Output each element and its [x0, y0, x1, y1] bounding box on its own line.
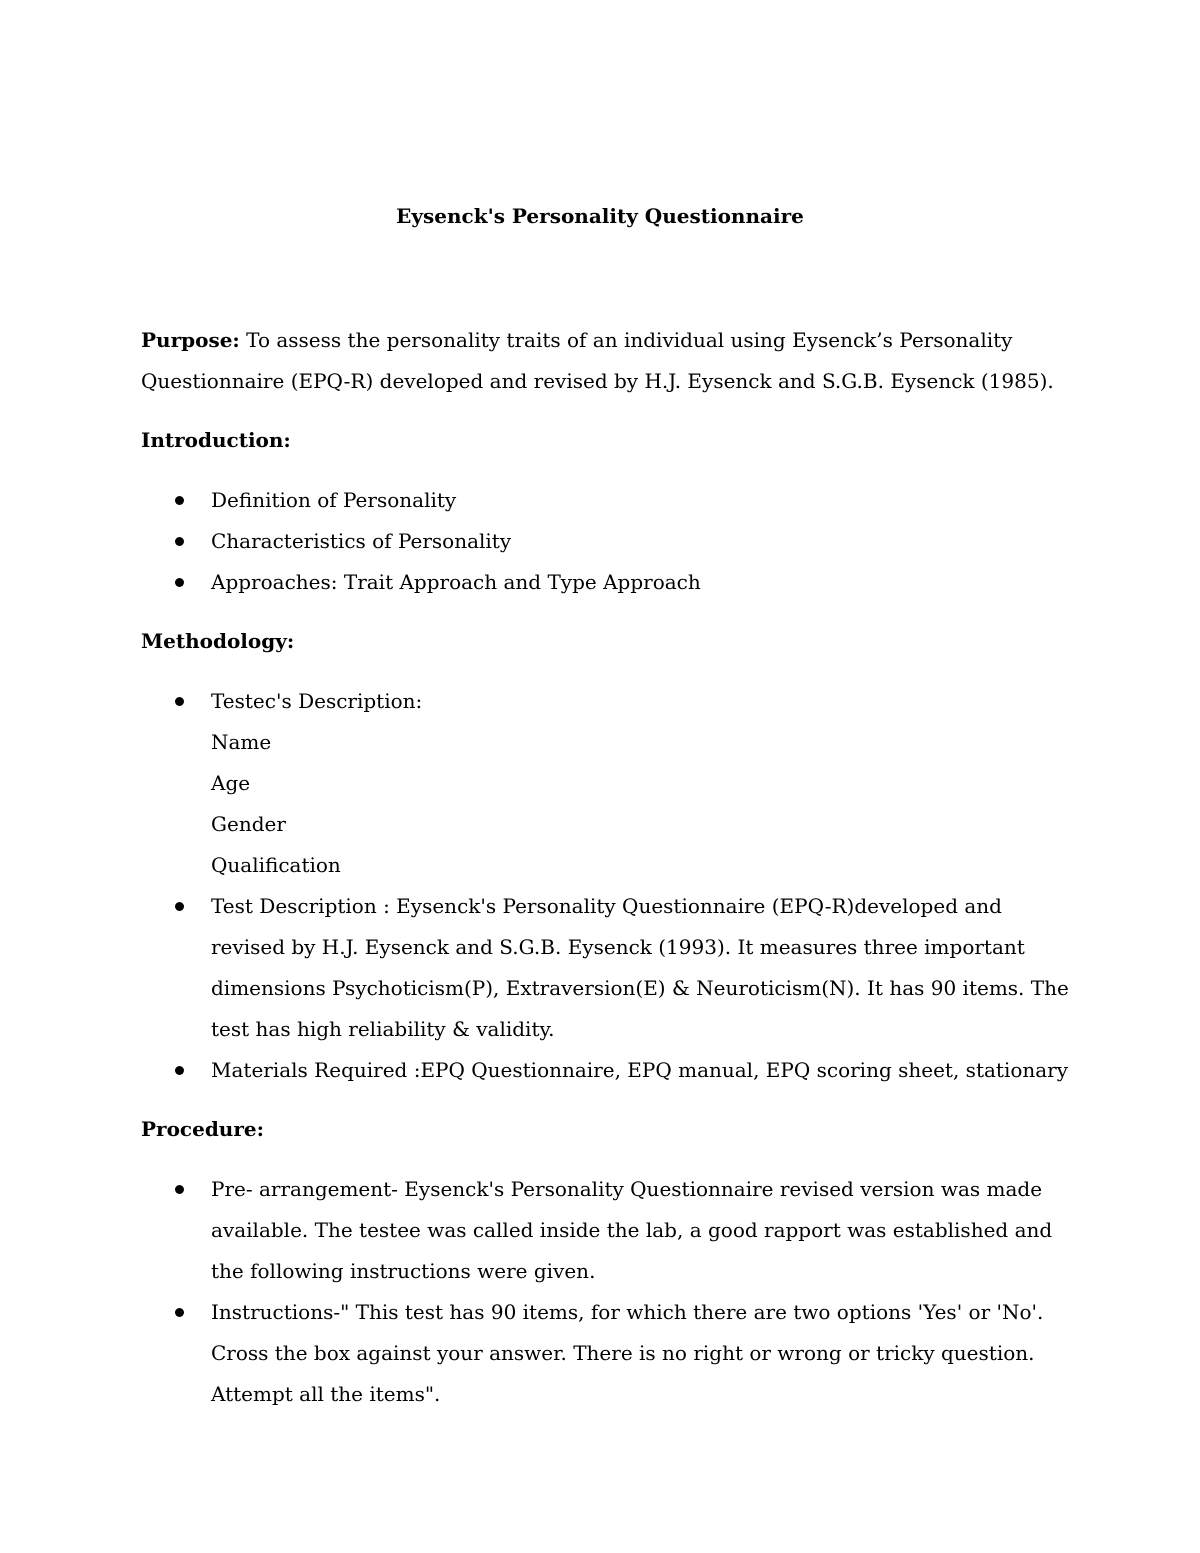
testee-field-age: Age [211, 771, 251, 795]
bullet-icon [175, 1308, 184, 1317]
bullet-icon [175, 537, 184, 546]
list-item [141, 480, 1071, 521]
introduction-heading: Introduction: [141, 428, 291, 452]
testee-description-label: Testec's Description: [211, 689, 423, 713]
bullet-icon [175, 578, 184, 587]
purpose-label: Purpose: [141, 328, 240, 352]
procedure-item-text: Instructions-" This test has 90 items, for which there are two options 'Yes' or 'No'. Cross the box against your answer. There is no right or wrong or tricky question. Attempt all the items". [211, 1300, 1044, 1406]
purpose-text: To assess the personality traits of an individual using Eysenck’s Personality Questionnaire (EPQ-R) developed and revised by H.J. Eysenck and S.G.B. Eysenck (1985). [141, 328, 1054, 393]
testee-field-name: Name [211, 730, 272, 754]
bullet-icon [175, 1066, 184, 1075]
procedure-heading: Procedure: [141, 1117, 264, 1141]
bullet-icon [175, 496, 184, 505]
list-item [141, 1169, 1071, 1292]
bullet-icon [175, 697, 184, 706]
list-item [141, 1292, 1071, 1415]
bullet-icon [175, 1185, 184, 1194]
procedure-item-text: Pre- arrangement- Eysenck's Personality Questionnaire revised version was made available. The testee was called inside the lab, a good rapport was established and the following instructions were given. [211, 1177, 1053, 1283]
introduction-list [141, 480, 1071, 603]
testee-field-qualification: Qualification [211, 853, 341, 877]
bullet-icon [175, 902, 184, 911]
list-item [141, 521, 1071, 562]
procedure-list [141, 1169, 1071, 1415]
methodology-list [141, 681, 1071, 1091]
purpose-paragraph [141, 320, 1071, 402]
list-item-text: Definition of Personality [211, 488, 457, 512]
list-item [141, 1050, 1071, 1091]
materials-text: Materials Required :EPQ Questionnaire, EPQ manual, EPQ scoring sheet, stationary [211, 1058, 1069, 1082]
methodology-heading: Methodology: [141, 629, 295, 653]
list-item [141, 562, 1071, 603]
list-item [141, 886, 1071, 1050]
list-item [141, 681, 1071, 886]
list-item-text: Approaches: Trait Approach and Type Approach [211, 570, 701, 594]
test-description-text: Test Description : Eysenck's Personality Questionnaire (EPQ-R)developed and revised by H.J. Eysenck and S.G.B. Eysenck (1993). It measures three important dimensions Psychoticism(P), Extraversion(E) & Neuroticism(N). It has 90 items. The test has high reliability & validity. [211, 894, 1069, 1041]
list-item-text: Characteristics of Personality [211, 529, 512, 553]
document-title: Eysenck's Personality Questionnaire [396, 204, 804, 228]
testee-field-gender: Gender [211, 812, 286, 836]
document-body [141, 320, 1071, 1415]
